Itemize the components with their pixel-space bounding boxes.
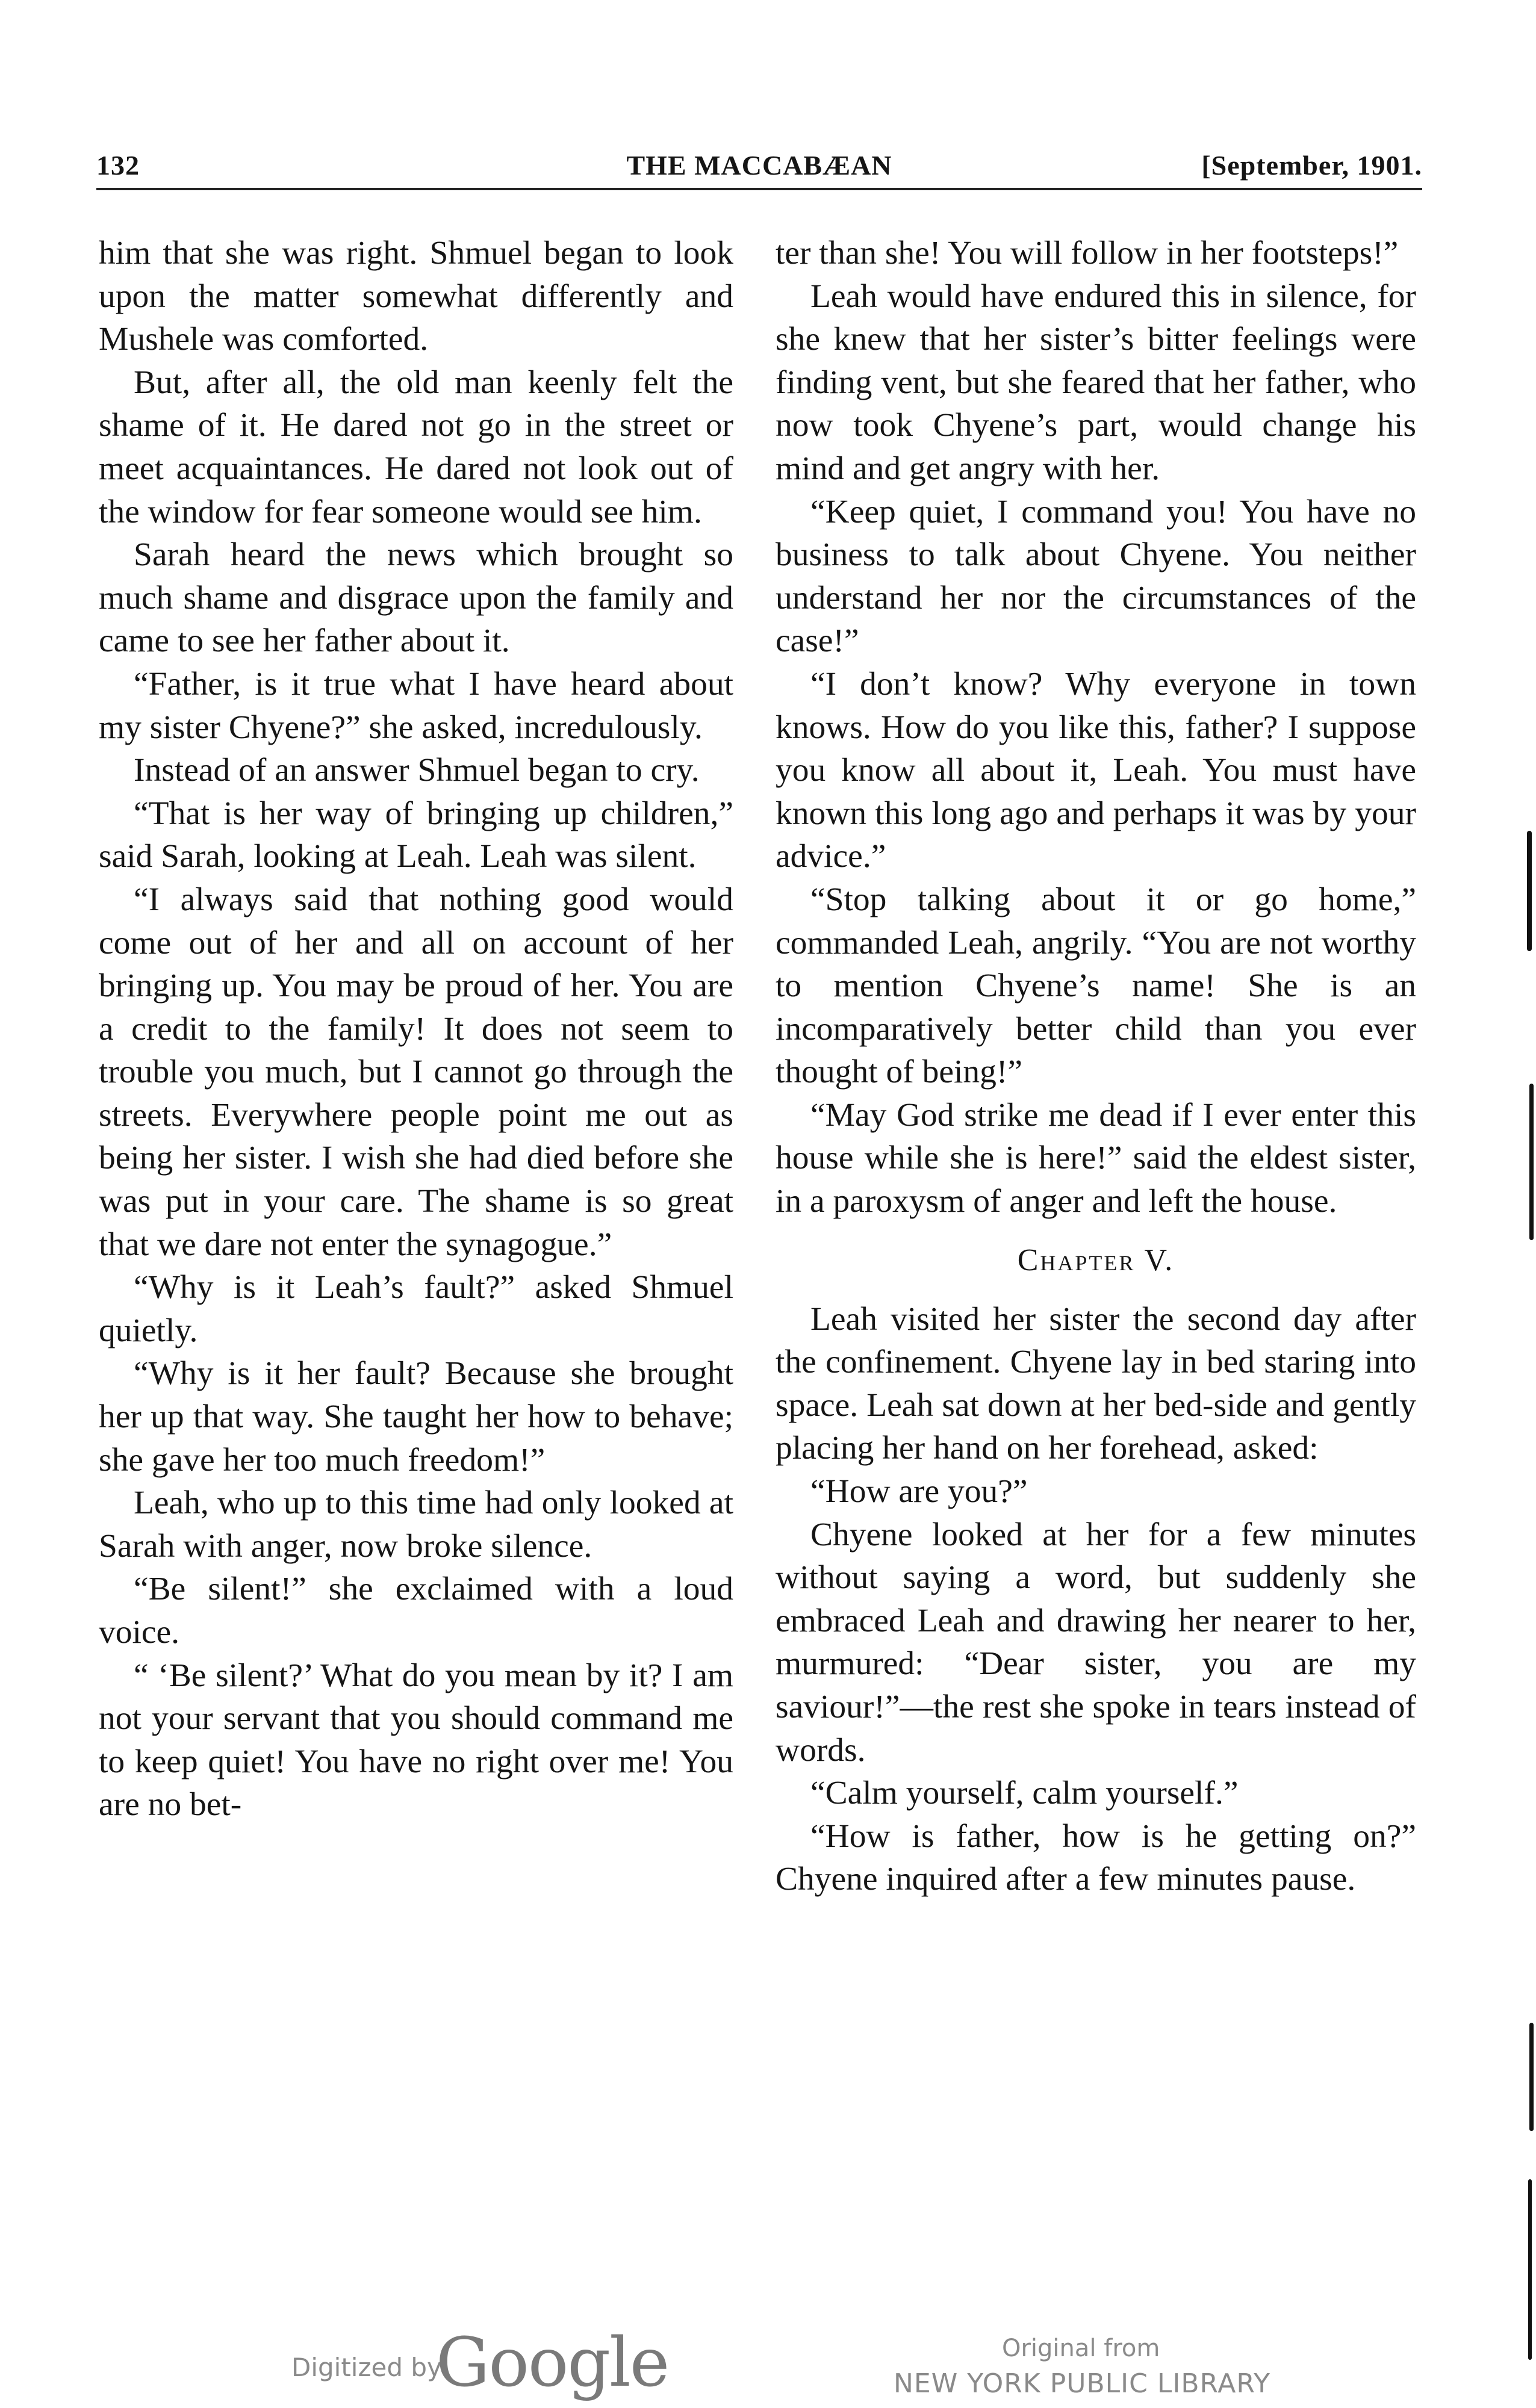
left-text-column bbox=[99, 232, 733, 1826]
page-number: 132 bbox=[96, 150, 140, 181]
left-column-paragraph: “Why is it her fault? Because she brought her up that way. She taught her how to behave; she gave her too much freedom!” bbox=[99, 1355, 733, 1479]
right-column-paragraph: “Stop talking about it or go home,” commanded Leah, angrily. “You are not worthy to mention Chyene’s name! She is an incomparatively better child than you ever thought of being!” bbox=[776, 881, 1416, 1091]
right-text-column bbox=[776, 232, 1416, 1901]
right-column-paragraph: “How are you?” bbox=[810, 1473, 1028, 1510]
right-column-paragraph: “Keep quiet, I command you! You have no business to talk about Chyene. You neither understand her nor the circumstances of the case!” bbox=[776, 493, 1416, 660]
right-column-paragraph: “May God strike me dead if I ever enter this house while she is here!” said the eldest sister, in a paroxysm of anger and left the house. bbox=[776, 1096, 1416, 1220]
scan-edge-mark bbox=[1529, 1084, 1534, 1240]
left-column-paragraph: “Father, is it true what I have heard about my sister Chyene?” she asked, incredulously. bbox=[99, 665, 733, 746]
left-column-paragraph: Sarah heard the news which brought so much shame and disgrace upon the family and came to see her father about it. bbox=[99, 536, 733, 660]
right-column-paragraph: Chyene looked at her for a few minutes without saying a word, but suddenly she embraced Leah and drawing her nearer to her, murmured: “Dear sister, you are my saviour!”—the rest she spoke in tears instead of words. bbox=[776, 1516, 1416, 1769]
journal-title: THE MACCABÆAN bbox=[626, 150, 892, 181]
left-column-paragraph: “ ‘Be silent?’ What do you mean by it? I am not your servant that you should command me to keep quiet! You have no right over me! You are no bet- bbox=[99, 1657, 733, 1823]
left-column-paragraph: But, after all, the old man keenly felt the shame of it. He dared not go in the street or meet acquaintances. He dared not look out of the window for fear someone would see him. bbox=[99, 364, 733, 530]
left-column-paragraph: “That is her way of bringing up children,” said Sarah, looking at Leah. Leah was silent. bbox=[99, 795, 733, 875]
left-column-paragraph: Leah, who up to this time had only looked at Sarah with anger, now broke silence. bbox=[99, 1485, 733, 1565]
digitized-by-label: Digitized by bbox=[291, 2353, 442, 2382]
left-column-paragraph: “Why is it Leah’s fault?” asked Shmuel quietly. bbox=[99, 1269, 733, 1349]
left-column-paragraph: “I always said that nothing good would come out of her and all on account of her bringing up. You may be proud of her. You are a credit to the family! It does not seem to trouble you much, but I cannot go through the streets. Everywhere people point me out as being her sister. I wish she had died before she was put in your care. The shame is so great that we dare not enter the synagogue.” bbox=[99, 881, 733, 1263]
original-from-label: Original from bbox=[1002, 2335, 1160, 2362]
chapter-heading: Chapter V. bbox=[1017, 1243, 1175, 1277]
scan-footer bbox=[0, 2324, 1536, 2407]
scan-edge-mark bbox=[1529, 2023, 1534, 2131]
right-column-paragraph: Leah visited her sister the second day after the confinement. Chyene lay in bed staring into space. Leah sat down at her bed-side and gently placing her hand on her forehead, asked: bbox=[776, 1300, 1416, 1467]
google-logo: Google bbox=[436, 2324, 669, 2402]
scan-edge-mark bbox=[1527, 831, 1532, 951]
left-column-paragraph: “Be silent!” she exclaimed with a loud voice. bbox=[99, 1571, 733, 1651]
header-rule bbox=[96, 188, 1422, 190]
right-column-paragraph: “How is father, how is he getting on?” Chyene inquired after a few minutes pause. bbox=[776, 1817, 1416, 1898]
right-column-paragraph: “I don’t know? Why everyone in town knows. How do you like this, father? I suppose you know all about it, Leah. You must have known this long ago and perhaps it was by your advice.” bbox=[776, 665, 1416, 875]
right-column-paragraph: ter than she! You will follow in her footsteps!” bbox=[776, 235, 1399, 272]
left-column-paragraph: him that she was right. Shmuel began to look upon the matter somewhat differently and Mushele was comforted. bbox=[99, 235, 733, 358]
library-name: NEW YORK PUBLIC LIBRARY bbox=[894, 2368, 1271, 2399]
right-column-paragraph: Leah would have endured this in silence, for she knew that her sister’s bitter feelings were finding vent, but she feared that her father, who now took Chyene’s part, would change his mind and get angry with her. bbox=[776, 278, 1416, 487]
right-column-paragraph: “Calm yourself, calm yourself.” bbox=[810, 1775, 1239, 1812]
running-header bbox=[96, 149, 1422, 193]
scan-edge-mark bbox=[1528, 2179, 1532, 2360]
issue-date: [September, 1901. bbox=[1201, 150, 1422, 181]
left-column-paragraph: Instead of an answer Shmuel began to cry. bbox=[134, 752, 700, 789]
